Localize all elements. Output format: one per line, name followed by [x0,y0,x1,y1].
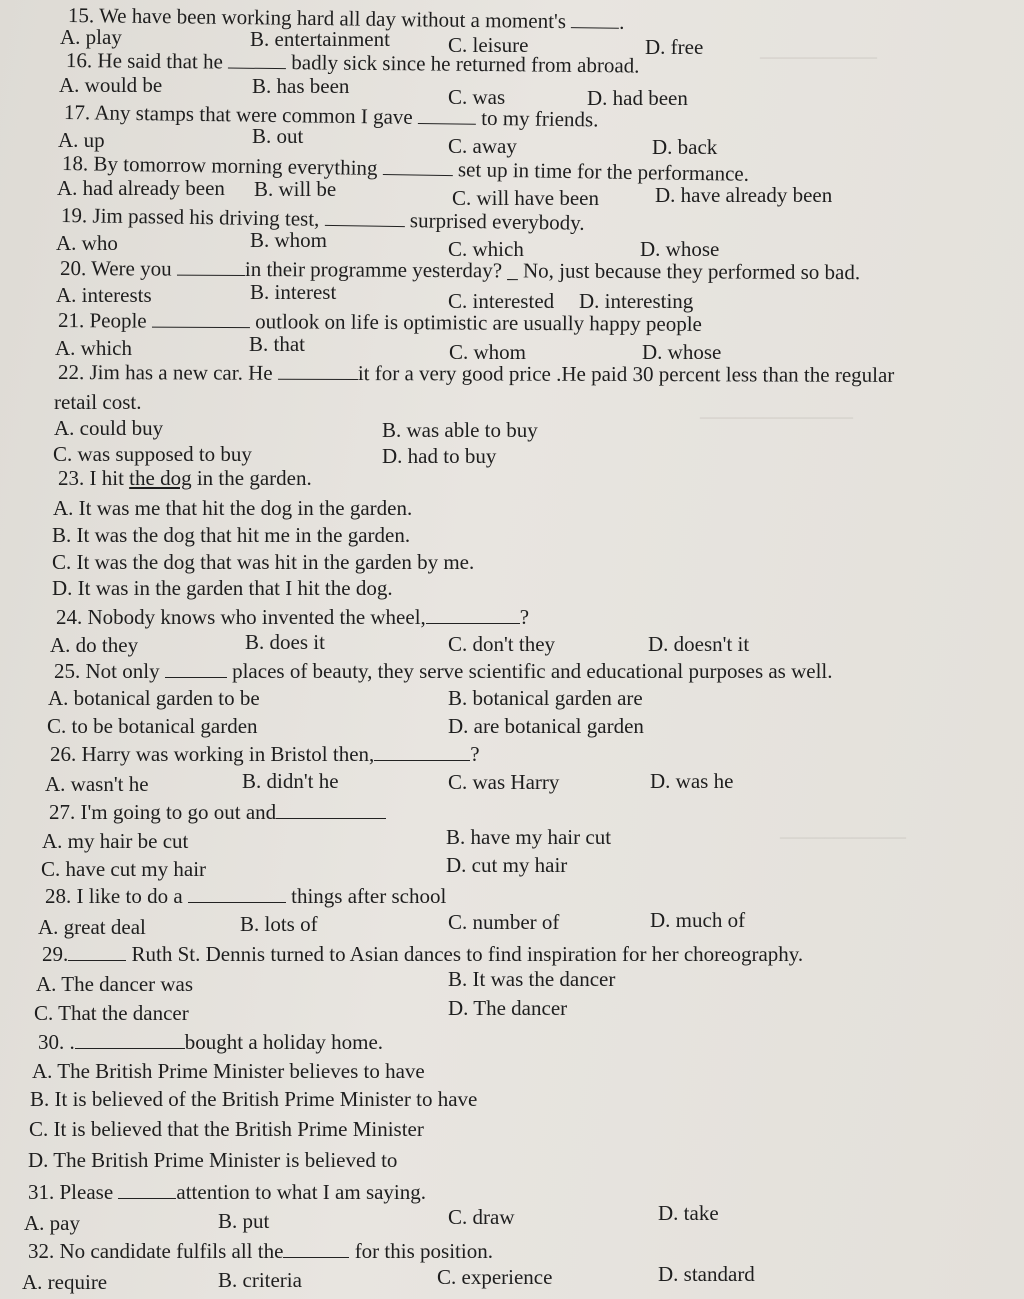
question-text: it for a very good price .He paid 30 percent less than the regular [357,361,895,387]
question-text: 21. People [57,308,147,333]
question-text: 17. Any stamps that were common I gave [63,100,413,129]
answer-blank[interactable] [188,884,286,903]
question-20-stem [60,256,860,284]
question-24-stem [56,605,529,629]
question-text: 19. Jim passed his driving test, [60,203,320,231]
answer-blank[interactable] [228,50,286,70]
q26-option-b[interactable]: B. didn't he [242,769,339,793]
q30-option-a[interactable]: A. The British Prime Minister believes to have [32,1059,425,1083]
question-text: 16. He said that he [65,48,223,74]
answer-blank[interactable] [418,105,476,125]
q18-option-b[interactable]: B. will be [254,177,337,201]
q15-option-b[interactable]: B. entertainment [250,27,390,51]
question-text: 22. Jim has a new car. He [57,360,273,385]
question-28-stem [45,884,446,908]
q16-option-c[interactable]: C. was [448,85,506,109]
question-text: places of beauty, they serve scientific and educational purposes as well. [232,659,833,683]
q20-option-b[interactable]: B. interest [250,280,337,304]
q29-option-c[interactable]: C. That the dancer [34,1001,189,1025]
q26-option-a[interactable]: A. wasn't he [45,772,149,796]
q17-option-c[interactable]: C. away [448,134,517,158]
question-text: 25. Not only [54,659,160,683]
q28-option-b[interactable]: B. lots of [240,912,318,936]
q29-option-b[interactable]: B. It was the dancer [448,967,616,991]
q22-option-a[interactable]: A. could buy [54,416,164,440]
answer-blank[interactable] [276,800,386,819]
q15-option-d[interactable]: D. free [645,35,704,59]
question-text: to my friends. [481,105,599,132]
answer-blank[interactable] [118,1180,176,1199]
question-text: outlook on life is optimistic are usually happy people [255,309,702,336]
q28-option-c[interactable]: C. number of [448,910,560,934]
q16-option-a[interactable]: A. would be [59,73,163,97]
bleed-through-text: _________________ [700,400,853,420]
question-text: ? [470,742,480,766]
q31-option-d[interactable]: D. take [658,1201,719,1225]
question-text: in their programme yesterday? _ No, just because they performed so bad. [244,256,861,285]
answer-blank[interactable] [68,942,126,961]
question-32-stem [28,1239,493,1263]
q21-option-a[interactable]: A. which [55,336,132,360]
q24-option-a[interactable]: A. do they [50,633,139,657]
question-22-stem [58,360,894,387]
q32-option-b[interactable]: B. criteria [218,1268,302,1292]
q25-option-c[interactable]: C. to be botanical garden [47,714,258,738]
answer-blank[interactable] [177,257,245,276]
q20-option-a[interactable]: A. interests [56,283,152,307]
q17-option-a[interactable]: A. up [58,128,105,152]
answer-blank[interactable] [278,361,358,380]
question-29-stem [42,942,803,966]
answer-blank[interactable] [571,9,619,29]
answer-blank[interactable] [152,309,250,329]
q25-option-b[interactable]: B. botanical garden are [448,686,643,710]
q16-option-b[interactable]: B. has been [252,74,350,98]
q30-option-c[interactable]: C. It is believed that the British Prime Minister [29,1117,424,1141]
answer-blank[interactable] [383,156,453,176]
q19-option-d[interactable]: D. whose [640,237,720,261]
question-text: . [619,9,625,34]
question-26-stem [50,742,480,766]
question-text: 18. By tomorrow morning everything [61,151,378,180]
question-text: things after school [291,884,447,908]
question-text: bought a holiday home. [184,1030,384,1054]
question-text: 15. We have been working hard all day without a moment's [67,3,567,34]
q23-option-c[interactable]: C. It was the dog that was hit in the garden by me. [52,550,475,574]
q25-option-a[interactable]: A. botanical garden to be [48,686,260,710]
q19-option-c[interactable]: C. which [448,237,524,261]
q32-option-c[interactable]: C. experience [437,1265,553,1289]
q17-option-b[interactable]: B. out [252,124,304,148]
question-25-stem [54,659,833,683]
q18-option-c[interactable]: C. will have been [452,186,599,210]
q28-option-d[interactable]: D. much of [650,908,746,932]
q22-option-c[interactable]: C. was supposed to buy [53,442,252,466]
question-text: ? [519,605,530,629]
q21-option-d[interactable]: D. whose [642,340,722,364]
question-text: 27. I'm going to go out and [49,800,277,824]
question-text: set up in time for the performance. [457,157,750,186]
question-23-stem [58,466,312,490]
question-text: Ruth St. Dennis turned to Asian dances to find inspiration for her choreography. [131,942,804,966]
question-text: 30. . [38,1030,75,1054]
q17-option-d[interactable]: D. back [652,135,718,159]
q27-option-c[interactable]: C. have cut my hair [41,857,207,881]
question-31-stem [28,1180,426,1204]
question-27-stem [49,800,386,824]
question-17-stem [64,100,599,131]
q19-option-b[interactable]: B. whom [250,228,328,252]
question-text: 24. Nobody knows who invented the wheel, [56,605,426,629]
q28-option-a[interactable]: A. great deal [38,915,146,939]
answer-blank[interactable] [283,1239,349,1258]
q15-option-a[interactable]: A. play [60,25,122,49]
q32-option-a[interactable]: A. require [22,1270,108,1294]
question-text: 28. I like to do a [45,884,183,908]
q20-option-d[interactable]: D. interesting [579,289,694,313]
question-text: 29. [42,942,69,966]
q21-option-c[interactable]: C. whom [449,340,527,364]
q26-option-c[interactable]: C. was Harry [448,770,560,794]
q22-option-b[interactable]: B. was able to buy [382,418,538,442]
answer-blank[interactable] [374,742,470,761]
q31-option-c[interactable]: C. draw [448,1205,515,1229]
q20-option-c[interactable]: C. interested [448,289,555,313]
q27-option-b[interactable]: B. have my hair cut [446,825,612,849]
q25-option-d[interactable]: D. are botanical garden [448,714,644,738]
q23-option-a[interactable]: A. It was me that hit the dog in the garden. [53,496,413,520]
q27-option-d[interactable]: D. cut my hair [446,853,568,877]
underlined-phrase: the dog [129,466,192,490]
question-text: 31. Please [28,1180,114,1204]
q30-option-b[interactable]: B. It is believed of the British Prime Minister to have [30,1087,478,1111]
q32-option-d[interactable]: D. standard [658,1262,755,1286]
q18-option-a[interactable]: A. had already been [57,176,225,200]
q15-option-c[interactable]: C. leisure [448,33,529,57]
q24-option-d[interactable]: D. doesn't it [648,632,750,656]
question-text: attention to what I am saying. [176,1180,427,1204]
q30-option-d[interactable]: D. The British Prime Minister is believed to [28,1148,398,1172]
q24-option-b[interactable]: B. does it [245,630,325,654]
bleed-through-text: ______________ [780,820,906,840]
question-text: 23. I hit [58,466,130,490]
question-30-stem [38,1030,383,1054]
question-text: in the garden. [191,466,312,490]
question-text: badly sick since he returned from abroad. [291,50,640,78]
question-text: 32. No candidate fulfils all the [28,1239,284,1263]
q29-option-a[interactable]: A. The dancer was [36,972,194,996]
q31-option-b[interactable]: B. put [218,1209,270,1233]
question-text: for this position. [354,1239,493,1263]
answer-blank[interactable] [75,1030,185,1049]
q31-option-a[interactable]: A. pay [24,1211,80,1235]
answer-blank[interactable] [165,659,227,678]
answer-blank[interactable] [325,207,405,227]
bleed-through-text: _____________ [760,40,877,60]
answer-blank[interactable] [426,605,520,624]
q21-option-b[interactable]: B. that [249,332,305,356]
q26-option-d[interactable]: D. was he [650,769,734,793]
question-22-stem-continued: retail cost. [54,390,142,414]
q23-option-b[interactable]: B. It was the dog that hit me in the garden. [52,523,411,547]
q16-option-d[interactable]: D. had been [587,86,688,110]
q19-option-a[interactable]: A. who [56,231,118,255]
question-text: 26. Harry was working in Bristol then, [50,742,375,766]
q29-option-d[interactable]: D. The dancer [448,996,568,1020]
q27-option-a[interactable]: A. my hair be cut [42,829,189,853]
q24-option-c[interactable]: C. don't they [448,632,556,656]
q22-option-d[interactable]: D. had to buy [382,444,497,468]
q23-option-d[interactable]: D. It was in the garden that I hit the dog. [52,576,393,600]
question-21-stem [58,308,702,336]
q18-option-d[interactable]: D. have already been [655,183,833,207]
question-text: surprised everybody. [409,208,585,235]
question-text: 20. Were you [59,256,172,281]
